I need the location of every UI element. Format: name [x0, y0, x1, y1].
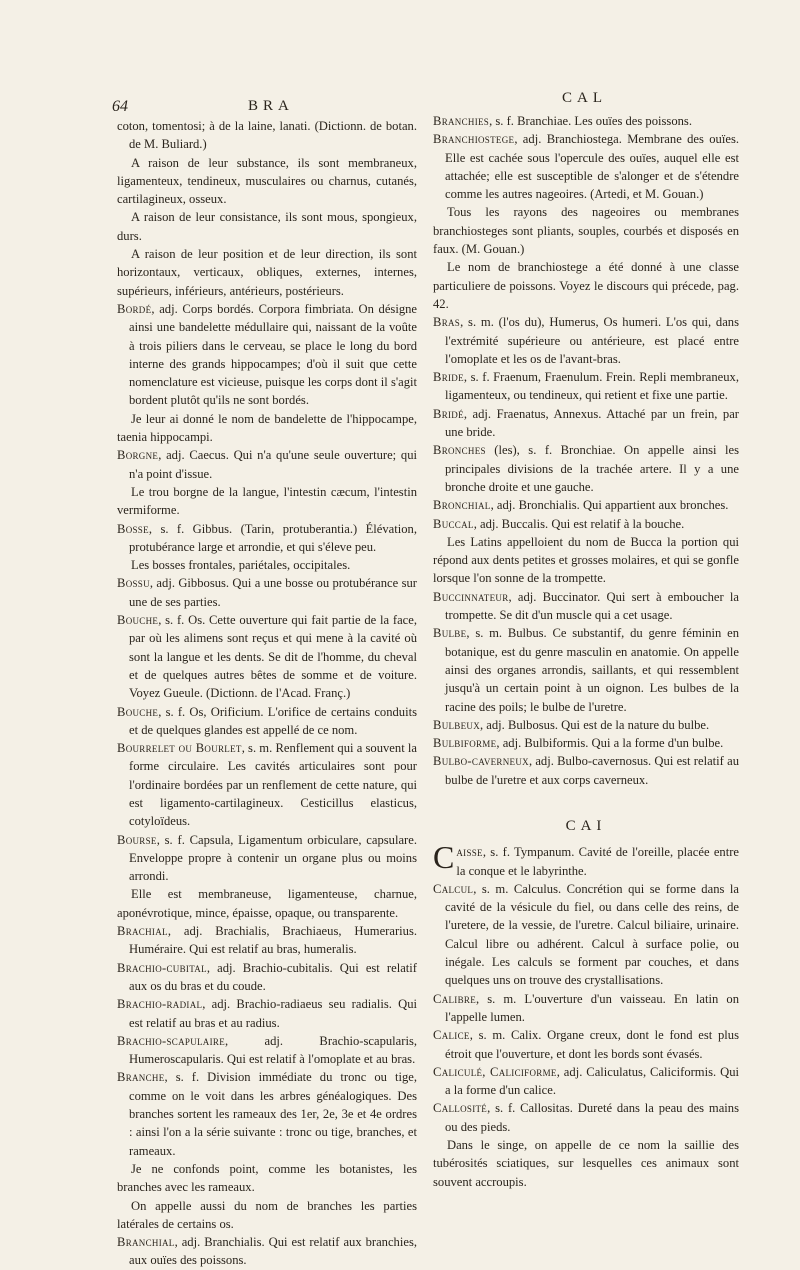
dictionary-entry: [117, 1068, 417, 1159]
entry-headword: aisse: [456, 845, 483, 860]
dictionary-entry: [117, 611, 417, 702]
section-heading-cai: CAI: [565, 817, 607, 834]
page-number: 64: [112, 98, 128, 115]
dictionary-entry: [433, 752, 739, 789]
entry-definition: (les), s. f. Bronchiae. On appelle ainsi les principales divisions de la trachée artere. Il y a une bronche droite et une gauche.: [445, 443, 739, 494]
paragraph: A raison de leur substance, ils sont membraneux, ligamenteux, tendineux, musculaires ou charnus, cutanés, cartilagineux, osseux.: [117, 155, 417, 207]
dictionary-entry: [433, 1026, 739, 1063]
entry-headword: Branchial: [117, 1235, 175, 1250]
entry-definition: , adj. Buccinator. Qui sert à emboucher la trompette. Se dit d'un muscle qui a cet usage.: [445, 589, 739, 623]
entry-definition: , adj. Brachio-scapularis, Humeroscapularis. Qui est relatif à l'omoplate et au bras.: [129, 1033, 417, 1067]
entry-definition: , s. f. Os. Cette ouverture qui fait partie de la face, par où les alimens sont reçus et qui mene à la cavité où sont la langue et les dents. Se dit de l'homme, du cheval et de quelques autres bêtes de somme et de voiture. Voyez Gueule. (Dictionn. de l'Acad. Franç.): [129, 613, 417, 701]
dictionary-entry: [433, 839, 739, 880]
dictionary-entry: [117, 995, 417, 1032]
entry-definition: , s. f. Gibbus. (Tarin, protuberantia.) Élévation, protubérance large et arrondie, et qui s'éleve peu.: [129, 521, 417, 554]
dictionary-entry: [433, 734, 739, 752]
entry-headword: Bronchial: [433, 498, 491, 513]
entry-headword: Brachio-cubital: [117, 960, 207, 975]
paragraph: Les bosses frontales, pariétales, occipitales.: [131, 558, 351, 573]
entry-definition: , s. m. (l'os du), Humerus, Os humeri. L'os qui, dans l'extrémité supérieure ou antérieure, est placé entre l'omoplate et les os de l'avant-bras.: [445, 315, 739, 366]
entry-definition: , s. f. Branchiae. Les ouïes des poissons.: [489, 114, 692, 128]
dictionary-entry: [117, 574, 417, 611]
dictionary-entry: [433, 624, 739, 715]
dictionary-entry: [433, 588, 739, 625]
paragraph: Le nom de branchiostege a été donné à une classe particuliere de poissons. Voyez le discours qui précede, pag. 42.: [433, 260, 739, 311]
drop-cap: C: [433, 839, 455, 876]
entry-headword: Bouche: [117, 613, 159, 628]
dictionary-entry: [117, 831, 417, 886]
entry-headword: Bridé: [433, 406, 464, 421]
paragraph: Les Latins appelloient du nom de Bucca la portion qui répond aux dents petites et grosses molaires, et qui se gonfle lorsque l'on sonne de la trompette.: [433, 534, 739, 586]
entry-headword: Branchiostege: [433, 132, 515, 147]
entry-headword: Bordé: [117, 301, 152, 316]
dictionary-entry: [433, 130, 739, 203]
entry-headword: Calibre: [433, 991, 476, 1006]
dictionary-entry: [433, 112, 739, 130]
entry-definition: , s. f. Callositas. Dureté dans la peau des mains ou des pieds.: [445, 1101, 739, 1134]
right-column: [433, 112, 739, 1191]
entry-definition: , adj. Buccalis. Qui est relatif à la bouche.: [473, 516, 685, 531]
paragraph: Dans le singe, on appelle de ce nom la saillie des tubérosités sciatiques, sur lesquelles ces animaux sont souvent accroupis.: [433, 1138, 739, 1189]
dictionary-entry: [117, 446, 417, 483]
entry-definition: , adj. Brachio-radiaeus seu radialis. Qui est relatif au bras et au radius.: [129, 997, 417, 1030]
entry-headword: Branchies: [433, 114, 490, 128]
entry-headword: Callosité: [433, 1101, 488, 1116]
left-column: [117, 117, 417, 1270]
entry-definition: , adj. Bulbo-cavernosus. Qui est relatif au bulbe de l'uretre et aux corps caverneux.: [445, 754, 739, 787]
entry-definition: , s. m. Calculus. Concrétion qui se forme dans la cavité de la vésicule du fiel, ou dans celle des reins, de l'uretere, de la vessie, de l'uretre. Calcul biliaire, urinaire. Calcul libre ou adhérent. Calcul à surface polie, ou inégale. Les calculs se forment par couches, et dans quelques uns on trouve des crystallisations.: [445, 881, 739, 988]
dictionary-entry: [433, 1063, 739, 1100]
paragraph: A raison de leur position et de leur direction, ils sont horizontaux, verticaux, obliques, externes, internes, supérieurs, inférieurs, antérieurs, postérieurs.: [117, 247, 417, 298]
dictionary-entry: [117, 703, 417, 740]
entry-headword: Bulbeux: [433, 717, 480, 732]
entry-definition: , adj. Branchiostega. Membrane des ouïes. Elle est cachée sous l'opercule des ouïes, auquel elle est attachée; elle est susceptible de s'alonger et de s'étendre comme les autres nageoires. (Artedi, et M. Gouan.): [445, 132, 739, 202]
entry-definition: , s. f. Tympanum. Cavité de l'oreille, placée entre la conque et le labyrinthe.: [456, 845, 739, 878]
dictionary-entry: [433, 880, 739, 990]
entry-headword: Calcul: [433, 881, 474, 896]
entry-definition: , adj. Caliculatus, Caliciformis. Qui a la forme d'un calice.: [445, 1064, 739, 1098]
entry-headword: Bulbe: [433, 626, 467, 641]
entry-definition: , s. f. Capsula, Ligamentum orbiculare, capsulare. Enveloppe propre à contenir un organe plus ou moins arrondi.: [129, 832, 417, 884]
entry-definition: , s. m. Renflement qui a souvent la forme circulaire. Les cavités articulaires sont pour l'ordinaire bordées par un renflement de cette nature, qui est ligamento-cartilagineux. Cesticillus elasticus, cotyloïdeus.: [129, 741, 417, 829]
dictionary-entry: [117, 739, 417, 830]
dictionary-entry: [117, 520, 417, 557]
entry-definition: , adj. Bronchialis. Qui appartient aux bronches.: [490, 498, 729, 513]
entry-definition: , adj. Gibbosus. Qui a une bosse ou protubérance sur une de ses parties.: [129, 576, 417, 609]
dictionary-entry: [433, 716, 739, 734]
dictionary-entry: [433, 496, 739, 514]
paragraph: Elle est membraneuse, ligamenteuse, charnue, aponévrotique, mince, épaisse, opaque, ou transparente.: [117, 887, 417, 920]
paragraph: A raison de leur consistance, ils sont mous, spongieux, durs.: [117, 210, 417, 243]
paragraph: Je leur ai donné le nom de bandelette de l'hippocampe, taenia hippocampi.: [117, 411, 417, 445]
dictionary-entry: [433, 515, 739, 533]
entry-definition: , adj. Bulbiformis. Qui a la forme d'un bulbe.: [496, 736, 724, 751]
entry-definition: , adj. Corps bordés. Corpora fimbriata. On désigne ainsi une bandelette médullaire qui, naissant de la voûte à trois piliers dans le cerveau, se place le long du bord interne des grands hippocampes; d'où il suit que cette nomenclature est vicieuse, puisque les corps dont il s'agit bordent plutôt qu'ils ne sont bordés.: [129, 301, 418, 408]
entry-definition: , adj. Branchialis. Qui est relatif aux branchies, aux ouïes des poissons.: [129, 1235, 417, 1268]
entry-headword: Bourse: [117, 832, 157, 847]
entry-headword: Bulbo-caverneux: [433, 754, 529, 769]
entry-headword: Calice: [433, 1028, 470, 1043]
entry-definition: , s. f. Division immédiate du tronc ou tige, comme on le voit dans les arbres généalogiques. Des branches sortent les rameaux des 1er, 2e, 3e et 4e ordres : ainsi l'on a la série suivante : tronc ou tige, branches, et rameaux.: [129, 1070, 417, 1158]
entry-headword: Buccal: [433, 516, 474, 531]
paragraph: On appelle aussi du nom de branches les parties latérales de certains os.: [117, 1198, 417, 1231]
paragraph: coton, tomentosi; à de la laine, lanati. (Dictionn. de botan. de M. Buliard.): [117, 119, 417, 152]
entry-headword: Bride: [433, 370, 464, 385]
entry-headword: Bosse: [117, 521, 149, 536]
entry-headword: Bossu: [117, 576, 150, 591]
entry-headword: Caliculé, Caliciforme: [433, 1064, 557, 1079]
running-head-right: CAL: [562, 90, 607, 106]
entry-headword: Brachio-scapulaire: [117, 1033, 226, 1048]
entry-definition: , s. m. L'ouverture d'un vaisseau. En latin on l'appelle lumen.: [445, 991, 739, 1024]
paragraph: Le trou borgne de la langue, l'intestin cæcum, l'intestin vermiforme.: [117, 484, 417, 518]
dictionary-entry: [433, 990, 739, 1027]
dictionary-entry: [117, 300, 417, 410]
entry-definition: , adj. Bulbosus. Qui est de la nature du bulbe.: [480, 717, 710, 732]
entry-definition: , s. f. Fraenum, Fraenulum. Frein. Repli membraneux, ligamenteux, ou tendineux, qui retient et fixe une partie.: [445, 370, 739, 403]
paragraph: Je ne confonds point, comme les botanistes, les branches avec les rameaux.: [117, 1161, 417, 1195]
dictionary-entry: [117, 1233, 417, 1270]
entry-definition: , s. m. Bulbus. Ce substantif, du genre féminin en botanique, est du genre masculin en anatomie. On appelle ainsi des organes arrondis, saillants, et qui ressemblent jusqu'à un certain point à un oignon. Les bulbes de la racine des poils; le bulbe de l'uretre.: [445, 626, 739, 714]
dictionary-entry: [117, 959, 417, 996]
entry-headword: Bourrelet ou Bourlet: [117, 741, 242, 756]
entry-headword: Bouche: [117, 704, 159, 719]
running-head-left: BRA: [248, 98, 294, 114]
entry-definition: , adj. Brachio-cubitalis. Qui est relatif aux os du bras et du coude.: [129, 960, 417, 993]
entry-definition: , s. f. Os, Orificium. L'orifice de certains conduits et de quelques glandes est appellé de ce nom.: [129, 704, 417, 737]
entry-headword: Bronches: [433, 443, 486, 458]
dictionary-entry: [433, 405, 739, 442]
dictionary-entry: [117, 922, 417, 959]
entry-definition: , adj. Brachialis, Brachiaeus, Humerarius. Huméraire. Qui est relatif au bras, humeralis.: [129, 924, 417, 957]
entry-headword: Bras: [433, 315, 461, 330]
dictionary-entry: [433, 441, 739, 496]
entry-headword: Branche: [117, 1070, 165, 1085]
entry-headword: Buccinnateur: [433, 589, 509, 604]
entry-headword: Brachial: [117, 924, 168, 939]
dictionary-entry: [433, 1099, 739, 1136]
entry-definition: , s. m. Calix. Organe creux, dont le fond est plus étroit que l'ouverture, et dont les bords sont évasés.: [445, 1028, 739, 1061]
dictionary-entry: [433, 313, 739, 368]
entry-definition: , adj. Fraenatus, Annexus. Attaché par un frein, par une bride.: [445, 406, 739, 440]
entry-headword: Brachio-radial: [117, 997, 203, 1012]
entry-headword: Bulbiforme: [433, 736, 497, 751]
dictionary-entry: [117, 1032, 417, 1069]
entry-headword: Borgne: [117, 448, 159, 463]
entry-definition: , adj. Caecus. Qui n'a qu'une seule ouverture; qui n'a point d'issue.: [129, 448, 417, 481]
paragraph: Tous les rayons des nageoires ou membranes branchiosteges sont pliants, souples, courbés et disposés en faux. (M. Gouan.): [433, 205, 739, 257]
dictionary-entry: [433, 368, 739, 405]
